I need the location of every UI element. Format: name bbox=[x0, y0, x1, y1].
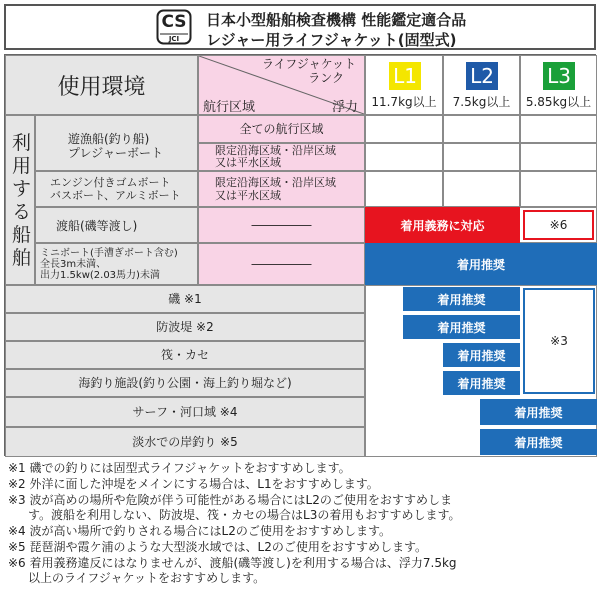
rank-nav-header bbox=[198, 55, 365, 115]
place-row-6-name bbox=[5, 427, 365, 457]
footnote-1: ※1 磯での釣りには固型式ライフジャケットをおすすめします。 bbox=[8, 461, 351, 475]
boat-side-text: 利用する船舶 bbox=[12, 132, 32, 269]
boat-row-1a-l3 bbox=[520, 115, 597, 143]
boat-row-1-line2: プレジャーボート bbox=[68, 146, 163, 160]
place-row-1-name bbox=[5, 285, 365, 313]
place-row-5-bar-label: 着用推奨 bbox=[514, 405, 563, 420]
note-3-ref: ※3 bbox=[550, 334, 568, 348]
boat-row-4-line3: 出力1.5kw(2.03馬力)未満 bbox=[40, 270, 160, 281]
boat-row-3-area bbox=[198, 207, 365, 243]
boat-row-2-name bbox=[35, 171, 198, 207]
rank-l1-label: L1 bbox=[393, 64, 417, 88]
boat-row-1-area-b-line2: 又は平水区域 bbox=[215, 156, 281, 169]
rank-l1-header bbox=[365, 55, 443, 115]
boat-row-2-l1 bbox=[365, 171, 443, 207]
note-6-ref: ※6 bbox=[549, 218, 568, 232]
place-row-6-text: 淡水での岸釣り ※5 bbox=[132, 434, 238, 449]
place-row-4-bar-label: 着用推奨 bbox=[457, 376, 506, 391]
boat-row-1-area-a bbox=[198, 115, 365, 143]
wearing-obligation-label: 着用義務に対応 bbox=[400, 218, 485, 233]
boat-side-label bbox=[5, 115, 35, 285]
place-row-2-name bbox=[5, 313, 365, 341]
boat-row-4-bar bbox=[365, 243, 597, 285]
place-row-2-bar-label: 着用推奨 bbox=[437, 320, 486, 335]
place-row-1-bar-label: 着用推奨 bbox=[437, 292, 486, 307]
boat-row-2-l3 bbox=[520, 171, 597, 207]
place-row-5-text: サーフ・河口域 ※4 bbox=[132, 404, 238, 419]
boat-row-1b-l3 bbox=[520, 143, 597, 171]
boat-row-1-area-b-line1: 限定沿海区域・沿岸区域 bbox=[215, 144, 336, 157]
boat-row-2-area bbox=[198, 171, 365, 207]
boat-row-1b-l2 bbox=[443, 143, 520, 171]
rank-l2-badge bbox=[466, 62, 498, 90]
boat-row-1-area-b bbox=[198, 143, 365, 171]
lj-rank-line1: ライフジャケット bbox=[262, 57, 356, 71]
rank-l3-badge bbox=[543, 62, 575, 90]
boat-row-1-line1: 遊漁船(釣り船) bbox=[68, 132, 150, 146]
boat-row-2-area-line1: 限定沿海区域・沿岸区域 bbox=[215, 176, 336, 189]
boat-row-1-area-a-text: 全ての航行区域 bbox=[239, 121, 324, 136]
place-row-3-bar bbox=[443, 343, 520, 367]
note-6-box bbox=[523, 210, 594, 240]
wearing-obligation-bar bbox=[365, 207, 520, 243]
place-row-4-bar bbox=[443, 371, 520, 395]
usage-env-header bbox=[5, 55, 198, 115]
place-row-2-bar bbox=[403, 315, 520, 339]
boat-row-4-line2: 全長3m未満、 bbox=[40, 259, 107, 270]
place-row-6-bar bbox=[480, 429, 597, 455]
footnote-2: ※2 外洋に面した沖堤をメインにする場合は、L1をおすすめします。 bbox=[8, 477, 379, 491]
boat-row-1b-l1 bbox=[365, 143, 443, 171]
place-row-6-bar-label: 着用推奨 bbox=[514, 435, 563, 450]
boat-row-4-bar-label: 着用推奨 bbox=[456, 257, 505, 272]
place-row-3-text: 筏・カセ bbox=[160, 347, 209, 362]
header-title-line1: 日本小型船舶検査機構 性能鑑定適合品 bbox=[206, 11, 467, 29]
boat-row-1a-l2 bbox=[443, 115, 520, 143]
rank-l1-buoyancy: 11.7kg以上 bbox=[371, 95, 437, 109]
boat-row-1a-l1 bbox=[365, 115, 443, 143]
lifejacket-table bbox=[4, 54, 596, 456]
header-title-line2: レジャー用ライフジャケット(固型式) bbox=[206, 31, 457, 49]
footnote-3b: す。渡船を利用しない、防波堤、筏・カセの場合はL3の着用もおすすめします。 bbox=[28, 508, 461, 522]
boat-row-4-name bbox=[35, 243, 198, 285]
place-row-2-text: 防波堤 ※2 bbox=[156, 319, 214, 334]
note-3-box bbox=[523, 288, 595, 394]
footnote-4: ※4 波が高い場所で釣りされる場合にはL2のご使用をおすすめします。 bbox=[8, 524, 391, 538]
place-row-3-bar-label: 着用推奨 bbox=[457, 348, 506, 363]
boat-row-2-area-line2: 又は平水区域 bbox=[215, 189, 281, 202]
header bbox=[4, 4, 596, 50]
boat-row-3-text: 渡船(磯等渡し) bbox=[56, 218, 138, 233]
footnote-6a: ※6 着用義務違反にはなりませんが、渡船(磯等渡し)を利用する場合は、浮力7.5kg bbox=[8, 556, 457, 570]
logo-sub: JCI bbox=[168, 34, 180, 43]
place-row-5-name bbox=[5, 397, 365, 427]
rank-l3-label: L3 bbox=[547, 64, 571, 88]
boat-row-2-line1: エンジン付きゴムボート bbox=[50, 176, 171, 189]
nav-area-label: 航行区域 bbox=[203, 100, 256, 115]
boat-row-3-dash: ――――― bbox=[251, 217, 312, 232]
place-row-1-text: 磯 ※1 bbox=[168, 291, 202, 306]
logo-letters: CS bbox=[161, 12, 187, 32]
buoyancy-label: 浮力 bbox=[331, 100, 358, 115]
usage-env-label: 使用環境 bbox=[57, 74, 146, 100]
rank-l2-header bbox=[443, 55, 520, 115]
footnote-6b: 以上のライフジャケットをおすすめします。 bbox=[28, 571, 266, 585]
rank-l3-header bbox=[520, 55, 597, 115]
rank-l2-label: L2 bbox=[470, 64, 494, 88]
boat-row-4-dash: ――――― bbox=[251, 256, 312, 271]
lj-rank-line2: ランク bbox=[308, 71, 344, 85]
cs-logo bbox=[156, 9, 192, 45]
boat-row-4-line1: ミニボート(手漕ぎボート含む) bbox=[40, 248, 178, 259]
boat-row-1-name bbox=[35, 115, 198, 171]
boat-row-2-l2 bbox=[443, 171, 520, 207]
footnote-3a: ※3 波が高めの場所や危険が伴う可能性がある場合にはL2のご使用をおすすめしま bbox=[8, 493, 452, 507]
place-row-4-text: 海釣り施設(釣り公園・海上釣り堀など) bbox=[78, 375, 292, 390]
rank-l3-buoyancy: 5.85kg以上 bbox=[525, 95, 592, 109]
boat-row-2-line2: バスボート、アルミボート bbox=[50, 189, 181, 202]
place-row-4-name bbox=[5, 369, 365, 397]
place-row-3-name bbox=[5, 341, 365, 369]
rank-l1-badge bbox=[389, 62, 421, 90]
place-row-1-bar bbox=[403, 287, 520, 311]
boat-row-4-area bbox=[198, 243, 365, 285]
rank-l2-buoyancy: 7.5kg以上 bbox=[452, 95, 511, 109]
boat-row-3-name bbox=[35, 207, 198, 243]
footnote-5: ※5 琵琶湖や霞ケ浦のような大型淡水域では、L2のご使用をおすすめします。 bbox=[8, 540, 427, 554]
place-row-5-bar bbox=[480, 399, 597, 425]
